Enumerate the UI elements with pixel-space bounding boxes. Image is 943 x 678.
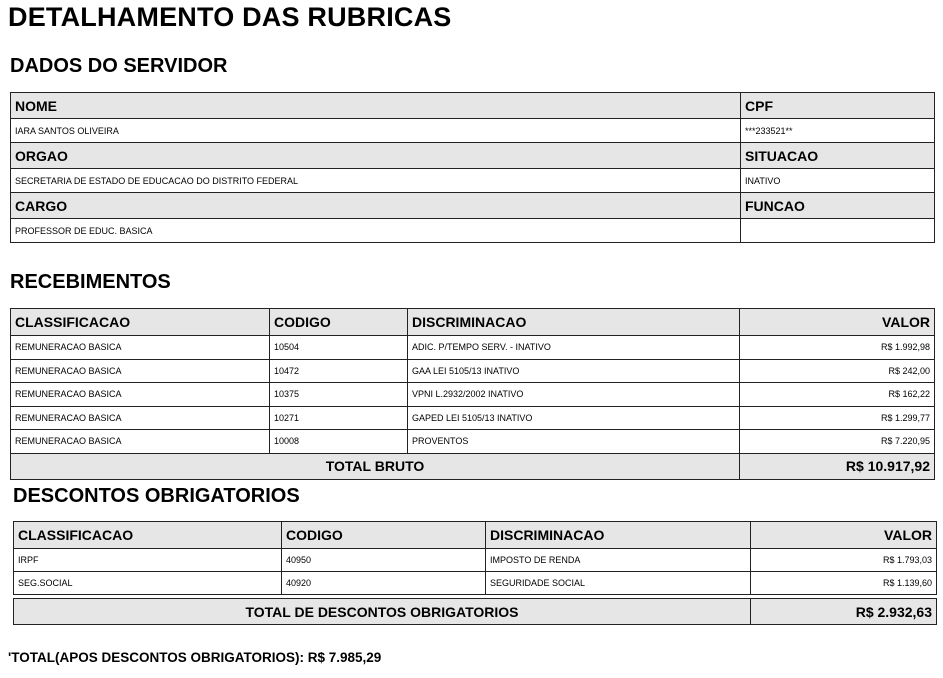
recebimentos-header-row bbox=[11, 309, 935, 336]
row-classificacao: REMUNERACAO BASICA bbox=[11, 430, 270, 454]
funcao-value bbox=[741, 219, 935, 243]
row-valor: R$ 1.299,77 bbox=[740, 406, 935, 430]
servidor-header-row bbox=[11, 193, 935, 219]
row-valor: R$ 7.220,95 bbox=[740, 430, 935, 454]
cargo-label: CARGO bbox=[11, 193, 741, 219]
table-row bbox=[11, 383, 935, 407]
page-title: DETALHAMENTO DAS RUBRICAS bbox=[8, 2, 452, 32]
col-discriminacao: DISCRIMINACAO bbox=[486, 522, 751, 549]
orgao-value: SECRETARIA DE ESTADO DE EDUCACAO DO DISTRITO FEDERAL bbox=[11, 169, 741, 193]
row-classificacao: IRPF bbox=[14, 549, 282, 572]
row-classificacao: REMUNERACAO BASICA bbox=[11, 359, 270, 383]
situacao-label: SITUACAO bbox=[741, 143, 935, 169]
nome-label: NOME bbox=[11, 93, 741, 119]
recebimentos-table bbox=[10, 308, 935, 480]
total-bruto-value: R$ 10.917,92 bbox=[740, 453, 935, 479]
descontos-section-title: DESCONTOS OBRIGATORIOS bbox=[13, 485, 300, 507]
col-classificacao: CLASSIFICACAO bbox=[11, 309, 270, 336]
row-codigo: 10271 bbox=[270, 406, 408, 430]
servidor-table bbox=[10, 92, 935, 243]
row-valor: R$ 1.139,60 bbox=[751, 572, 937, 595]
row-valor: R$ 1.793,03 bbox=[751, 549, 937, 572]
row-codigo: 10472 bbox=[270, 359, 408, 383]
total-descontos-value: R$ 2.932,63 bbox=[751, 599, 937, 625]
total-descontos-label: TOTAL DE DESCONTOS OBRIGATORIOS bbox=[14, 599, 751, 625]
col-discriminacao: DISCRIMINACAO bbox=[408, 309, 740, 336]
final-total: 'TOTAL(APOS DESCONTOS OBRIGATORIOS): R$ 7.985,29 bbox=[8, 650, 382, 665]
recebimentos-section-title: RECEBIMENTOS bbox=[10, 271, 171, 293]
situacao-value: INATIVO bbox=[741, 169, 935, 193]
funcao-label: FUNCAO bbox=[741, 193, 935, 219]
servidor-header-row bbox=[11, 93, 935, 119]
servidor-section-title: DADOS DO SERVIDOR bbox=[10, 55, 228, 77]
cpf-label: CPF bbox=[741, 93, 935, 119]
orgao-label: ORGAO bbox=[11, 143, 741, 169]
row-valor: R$ 162,22 bbox=[740, 383, 935, 407]
servidor-value-row bbox=[11, 119, 935, 143]
row-discriminacao: ADIC. P/TEMPO SERV. - INATIVO bbox=[408, 336, 740, 360]
row-classificacao: SEG.SOCIAL bbox=[14, 572, 282, 595]
col-valor: VALOR bbox=[740, 309, 935, 336]
table-row bbox=[11, 359, 935, 383]
table-row bbox=[11, 406, 935, 430]
servidor-value-row bbox=[11, 169, 935, 193]
row-codigo: 10375 bbox=[270, 383, 408, 407]
table-row bbox=[14, 549, 937, 572]
row-valor: R$ 1.992,98 bbox=[740, 336, 935, 360]
total-row bbox=[14, 599, 937, 625]
row-discriminacao: GAA LEI 5105/13 INATIVO bbox=[408, 359, 740, 383]
row-discriminacao: PROVENTOS bbox=[408, 430, 740, 454]
row-codigo: 10008 bbox=[270, 430, 408, 454]
servidor-value-row bbox=[11, 219, 935, 243]
nome-value: IARA SANTOS OLIVEIRA bbox=[11, 119, 741, 143]
table-row bbox=[11, 336, 935, 360]
row-valor: R$ 242,00 bbox=[740, 359, 935, 383]
cargo-value: PROFESSOR DE EDUC. BASICA bbox=[11, 219, 741, 243]
col-codigo: CODIGO bbox=[282, 522, 486, 549]
col-codigo: CODIGO bbox=[270, 309, 408, 336]
row-codigo: 40920 bbox=[282, 572, 486, 595]
servidor-header-row bbox=[11, 143, 935, 169]
row-codigo: 40950 bbox=[282, 549, 486, 572]
descontos-total-table bbox=[13, 598, 937, 625]
row-discriminacao: SEGURIDADE SOCIAL bbox=[486, 572, 751, 595]
col-classificacao: CLASSIFICACAO bbox=[14, 522, 282, 549]
row-codigo: 10504 bbox=[270, 336, 408, 360]
row-discriminacao: GAPED LEI 5105/13 INATIVO bbox=[408, 406, 740, 430]
row-discriminacao: IMPOSTO DE RENDA bbox=[486, 549, 751, 572]
col-valor: VALOR bbox=[751, 522, 937, 549]
cpf-value: ***233521** bbox=[741, 119, 935, 143]
row-discriminacao: VPNI L.2932/2002 INATIVO bbox=[408, 383, 740, 407]
table-row bbox=[14, 572, 937, 595]
descontos-header-row bbox=[14, 522, 937, 549]
descontos-table bbox=[13, 521, 937, 595]
total-bruto-label: TOTAL BRUTO bbox=[11, 453, 740, 479]
table-row bbox=[11, 430, 935, 454]
row-classificacao: REMUNERACAO BASICA bbox=[11, 383, 270, 407]
total-row bbox=[11, 453, 935, 479]
row-classificacao: REMUNERACAO BASICA bbox=[11, 336, 270, 360]
row-classificacao: REMUNERACAO BASICA bbox=[11, 406, 270, 430]
